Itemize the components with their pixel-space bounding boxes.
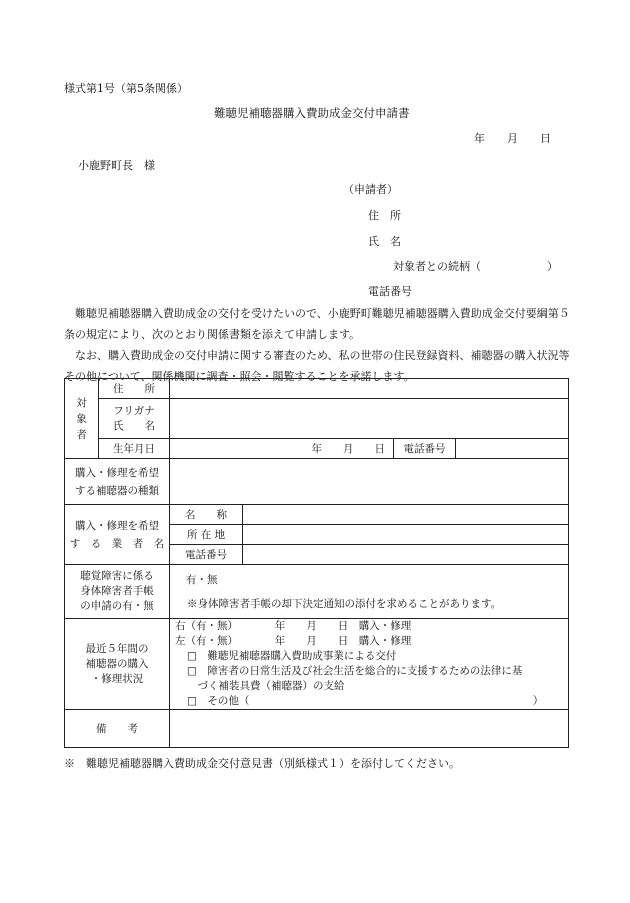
option-assistive-device-continued: づく補装具費（補聴器）の支給 [187,680,345,692]
application-form-table [64,378,569,748]
handbook-choice[interactable]: 有・無 [186,573,218,586]
remarks-value[interactable] [170,710,569,748]
vendor-name-label: 名 称 [170,505,243,525]
vendor-phone-value[interactable] [243,545,569,565]
consent-paragraph: なお、購入費助成金の交付申請に関する審査のため、私の世帯の住民登録資料、補聴器の購入状況等その他について、関係機関に調査・照会・閲覧することを承諾します。 [64,349,570,383]
option-subsidy-checkbox[interactable]: □ 難聴児補聴器購入費助成事業による交付 [187,650,397,662]
option-other-checkbox[interactable]: □ その他（ ） [187,695,544,707]
application-paragraph-1: 難聴児補聴器購入費助成金の交付を受けたいので、小鹿野町難聴児補聴器購入費助成金交付要綱第５条の規定により、次のとおり関係書類を添えて申請します。 [64,307,570,341]
applicant-relation-label: 対象者との続柄（ ） [393,260,558,273]
handbook-application-label: 聴覚障害に係る 身体障害者手帳 の申請の有・無 [65,565,170,619]
device-type-label: 購入・修理を希望 する補聴器の種類 [65,459,170,505]
subject-name-label: フリガナ 氏 名 [99,399,170,439]
applicant-phone-label: 電話番号 [368,285,412,298]
applicant-address-label: 住 所 [368,209,401,222]
subject-address-label: 住 所 [99,379,170,399]
form-number: 様式第1号（第5条関係） [64,82,188,95]
subject-section-label: 対象者 [65,379,99,459]
subject-phone-label: 電話番号 [394,439,456,459]
subject-phone-value[interactable] [456,439,569,459]
document-title: 難聴児補聴器購入費助成金交付申請書 [214,106,410,120]
addressee: 小鹿野町長 様 [78,159,155,172]
vendor-name-value[interactable] [243,505,569,525]
handbook-note: ※身体障害者手帳の却下決定通知の添付を求めることがあります。 [187,597,502,610]
vendor-label: 購入・修理を希望 す る 業 者 名 [65,505,170,565]
device-type-value[interactable] [170,459,569,505]
vendor-phone-label: 電話番号 [170,545,243,565]
history-left-ear[interactable]: 左（有・無） 年 月 日 購入・修理 [175,635,412,647]
applicant-name-label: 氏 名 [368,235,401,248]
subject-birthdate-label: 生年月日 [99,439,170,459]
option-assistive-device-checkbox[interactable]: □ 障害者の日常生活及び社会生活を総合的に支援するための法律に基 [187,665,523,677]
vendor-location-value[interactable] [243,525,569,545]
subject-birthdate-value[interactable]: 年 月 日 [170,439,394,459]
application-date: 年 月 日 [474,132,551,145]
footer-note: ※ 難聴児補聴器購入費助成金交付意見書（別紙様式１）を添付してください。 [64,757,460,770]
remarks-label: 備 考 [65,710,170,748]
handbook-application-value [170,565,569,619]
purchase-history-value [170,619,569,710]
vendor-location-label: 所 在 地 [170,525,243,545]
subject-address-value[interactable] [170,379,569,399]
purchase-history-label: 最近５年間の 補聴器の購入 ・修理状況 [65,619,170,710]
applicant-heading: （申請者） [343,183,398,196]
history-right-ear[interactable]: 右（有・無） 年 月 日 購入・修理 [175,620,412,632]
subject-name-value[interactable] [170,399,569,439]
